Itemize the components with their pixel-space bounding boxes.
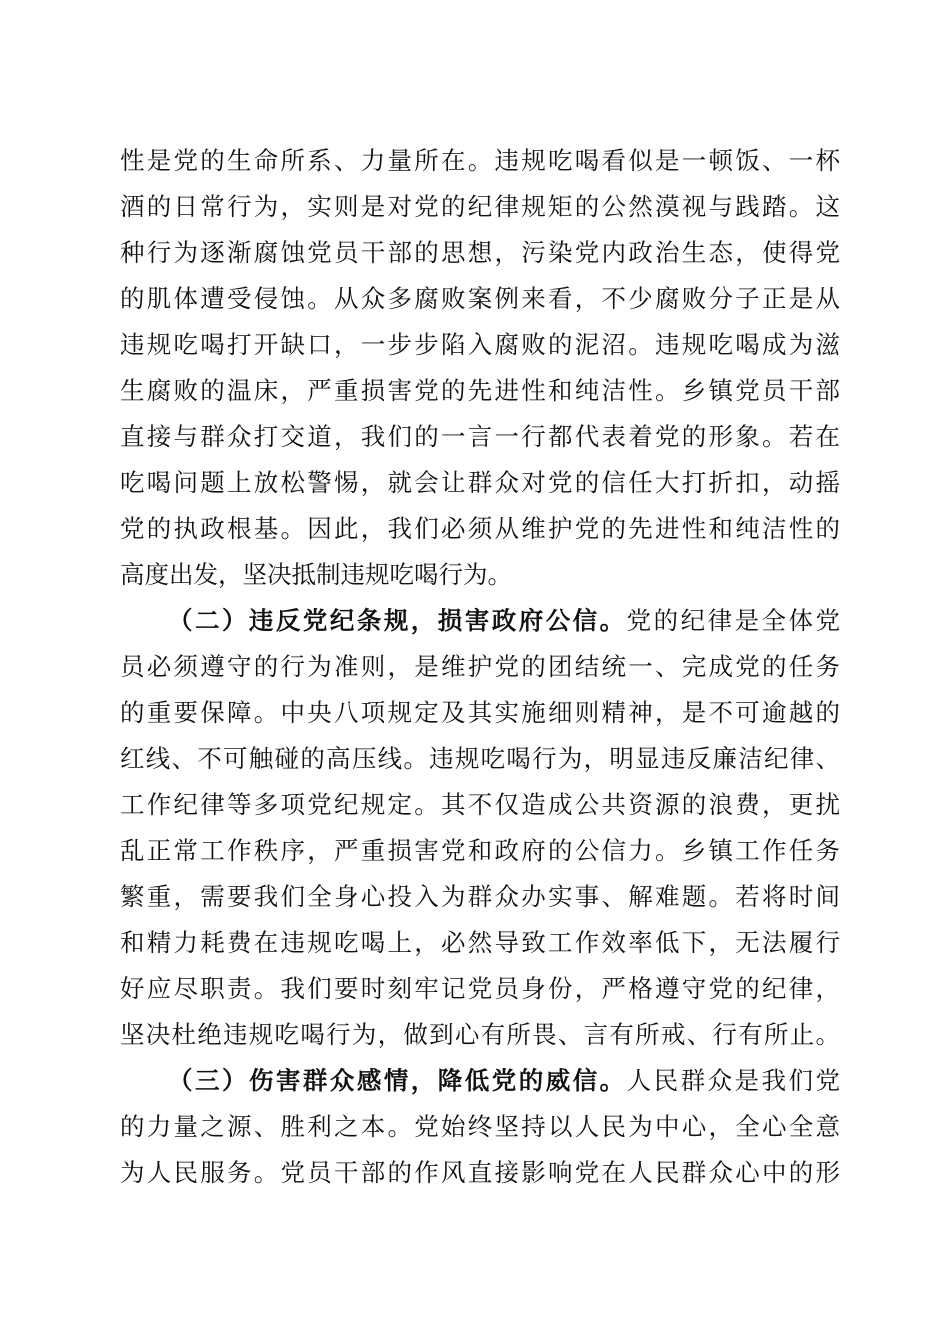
text-line: 高度出发，坚决抵制违规吃喝行为。 bbox=[120, 560, 512, 589]
text-line: 乱正常工作秩序，严重损害党和政府的公信力。乡镇工作任务 bbox=[120, 836, 840, 865]
text-line: 党的执政根基。因此，我们必须从维护党的先进性和纯洁性的 bbox=[120, 514, 840, 543]
text-line: 好应尽职责。我们要时刻牢记党员身份，严格遵守党的纪律， bbox=[120, 974, 840, 1003]
text-line: 直接与群众打交道，我们的一言一行都代表着党的形象。若在 bbox=[120, 422, 840, 451]
text-line: 违规吃喝打开缺口，一步步陷入腐败的泥沼。违规吃喝成为滋 bbox=[120, 330, 840, 359]
section-heading: （三）伤害群众感情，降低党的威信。 bbox=[168, 1066, 627, 1095]
text-line: 吃喝问题上放松警惕，就会让群众对党的信任大打折扣，动摇 bbox=[120, 468, 840, 497]
text-span: 人民群众是我们党 bbox=[626, 1066, 841, 1095]
text-line: 的重要保障。中央八项规定及其实施细则精神，是不可逾越的 bbox=[120, 698, 840, 727]
text-line: 和精力耗费在违规吃喝上，必然导致工作效率低下，无法履行 bbox=[120, 928, 840, 957]
text-line: 生腐败的温床，严重损害党的先进性和纯洁性。乡镇党员干部 bbox=[120, 376, 840, 405]
text-line: 坚决杜绝违规吃喝行为，做到心有所畏、言有所戒、行有所止。 bbox=[120, 1020, 840, 1049]
text-line: 的力量之源、胜利之本。党始终坚持以人民为中心，全心全意 bbox=[120, 1112, 840, 1141]
text-line: 为人民服务。党员干部的作风直接影响党在人民群众心中的形 bbox=[120, 1158, 840, 1187]
text-line: 的肌体遭受侵蚀。从众多腐败案例来看，不少腐败分子正是从 bbox=[120, 284, 840, 313]
text-line: 红线、不可触碰的高压线。违规吃喝行为，明显违反廉洁纪律、 bbox=[120, 744, 840, 773]
text-line: 繁重，需要我们全身心投入为群众办实事、解难题。若将时间 bbox=[120, 882, 840, 911]
text-line: 性是党的生命所系、力量所在。违规吃喝看似是一顿饭、一杯 bbox=[120, 146, 840, 175]
text-span: 党的纪律是全体党 bbox=[626, 606, 841, 635]
text-line bbox=[168, 598, 840, 644]
text-line: 酒的日常行为，实则是对党的纪律规矩的公然漠视与践踏。这 bbox=[120, 192, 840, 221]
text-line: 种行为逐渐腐蚀党员干部的思想，污染党内政治生态，使得党 bbox=[120, 238, 840, 267]
text-line: 员必须遵守的行为准则，是维护党的团结统一、完成党的任务 bbox=[120, 652, 840, 681]
text-line: 工作纪律等多项党纪规定。其不仅造成公共资源的浪费，更扰 bbox=[120, 790, 840, 819]
section-heading: （二）违反党纪条规，损害政府公信。 bbox=[168, 606, 627, 635]
text-line bbox=[168, 1058, 840, 1104]
